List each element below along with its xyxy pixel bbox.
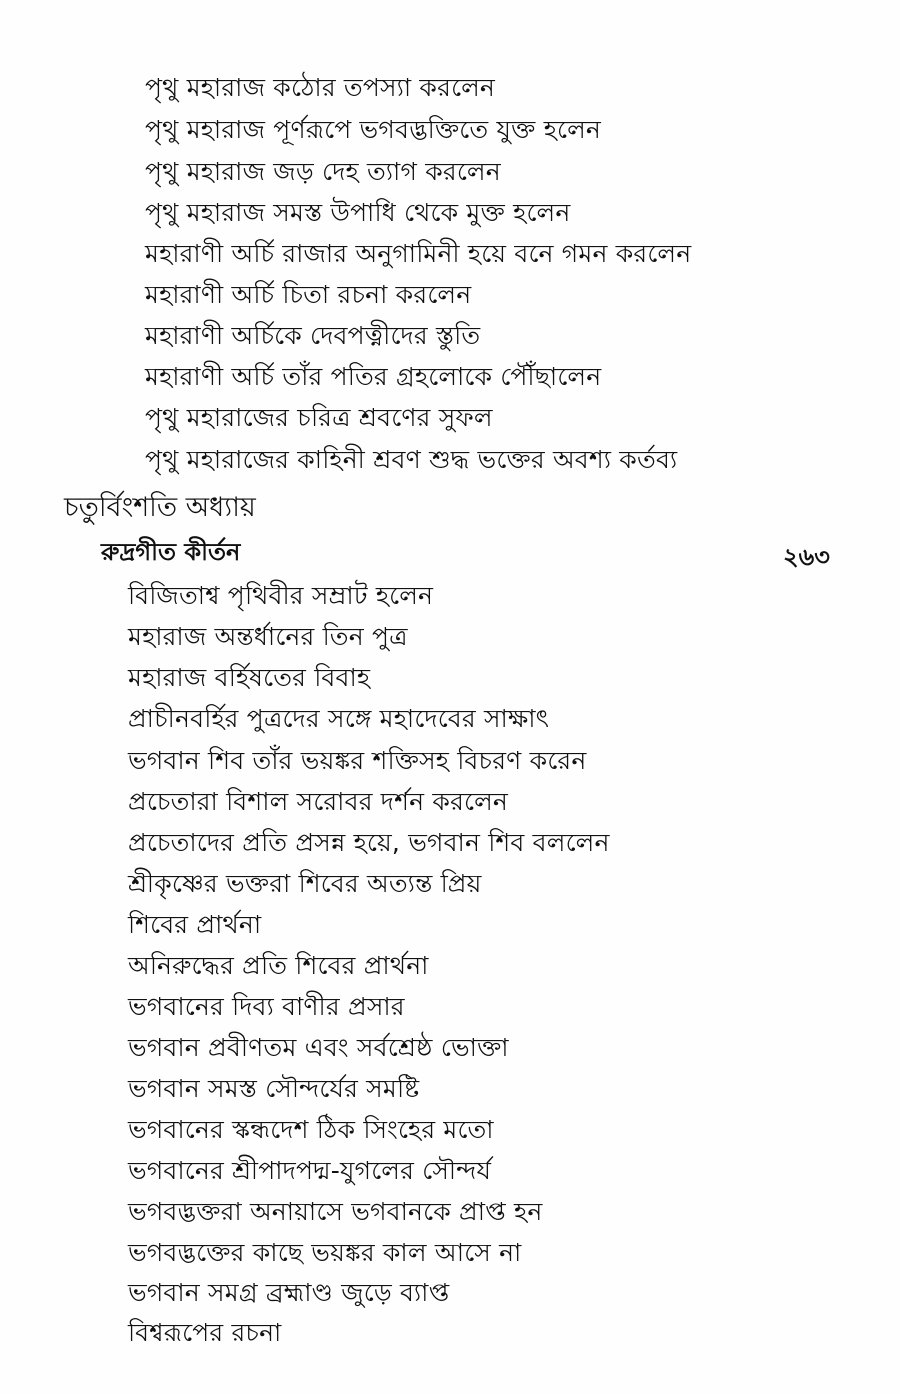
chapter-title: চতুর্বিংশতি অধ্যায় — [64, 492, 256, 523]
list-item: অনিরুদ্ধের প্রতি শিবের প্রার্থনা — [128, 951, 429, 980]
list-item: শ্রীকৃষ্ণের ভক্তরা শিবের অত্যন্ত প্রিয় — [128, 869, 482, 898]
list-item: ভগবান প্রবীণতম এবং সর্বশ্রেষ্ঠ ভোক্তা — [128, 1033, 509, 1062]
list-item: ভগবানের দিব্য বাণীর প্রসার — [128, 992, 405, 1021]
list-item: বিজিতাশ্ব পৃথিবীর সম্রাট হলেন — [128, 581, 434, 610]
list-item: পৃথু মহারাজ কঠোর তপস্যা করলেন — [145, 73, 496, 102]
list-item: মহারাণী অর্চিকে দেবপত্নীদের স্তুতি — [145, 321, 481, 350]
list-item: মহারাজ অন্তর্ধানের তিন পুত্র — [128, 622, 408, 651]
list-item: বিশ্বরূপের রচনা — [128, 1318, 282, 1347]
list-item: প্রচেতাদের প্রতি প্রসন্ন হয়ে, ভগবান শিব বললেন — [128, 828, 610, 857]
list-item: ভগবদ্ভক্তের কাছে ভয়ঙ্কর কাল আসে না — [128, 1238, 522, 1267]
list-item: মহারাণী অর্চি চিতা রচনা করলেন — [145, 280, 472, 309]
list-item: ভগবানের শ্রীপাদপদ্ম-যুগলের সৌন্দর্য — [128, 1156, 492, 1185]
list-item: পৃথু মহারাজের কাহিনী শ্রবণ শুদ্ধ ভক্তের অবশ্য কর্তব্য — [145, 445, 678, 474]
list-item: পৃথু মহারাজ জড় দেহ ত্যাগ করলেন — [145, 157, 501, 186]
list-item: মহারাণী অর্চি রাজার অনুগামিনী হয়ে বনে গমন করলেন — [145, 239, 692, 268]
list-item: পৃথু মহারাজ পূর্ণরূপে ভগবদ্ভক্তিতে যুক্ত হলেন — [145, 115, 602, 144]
list-item: ভগবানের স্কন্ধদেশ ঠিক সিংহের মতো — [128, 1115, 494, 1144]
list-item: ভগবান সমগ্র ব্রহ্মাণ্ড জুড়ে ব্যাপ্ত — [128, 1278, 450, 1307]
list-item: ভগবদ্ভক্তরা অনায়াসে ভগবানকে প্রাপ্ত হন — [128, 1197, 543, 1226]
list-item: ভগবান সমস্ত সৌন্দর্যের সমষ্টি — [128, 1074, 420, 1103]
list-item: পৃথু মহারাজ সমস্ত উপাধি থেকে মুক্ত হলেন — [145, 198, 571, 227]
list-item: মহারাজ বর্হিষতের বিবাহ — [128, 663, 371, 692]
list-item: প্রচেতারা বিশাল সরোবর দর্শন করলেন — [128, 787, 509, 816]
list-item: শিবের প্রার্থনা — [128, 910, 262, 939]
list-item: ভগবান শিব তাঁর ভয়ঙ্কর শক্তিসহ বিচরণ করেন — [128, 746, 587, 775]
section-title: রুদ্রগীত কীর্তন — [101, 538, 241, 566]
page-number: ২৬৩ — [783, 543, 830, 571]
list-item: প্রাচীনবর্হির পুত্রদের সঙ্গে মহাদেবের সাক্ষাৎ — [128, 704, 550, 733]
list-item: মহারাণী অর্চি তাঁর পতির গ্রহলোকে পৌঁছালেন — [145, 362, 602, 391]
list-item: পৃথু মহারাজের চরিত্র শ্রবণের সুফল — [145, 403, 493, 432]
